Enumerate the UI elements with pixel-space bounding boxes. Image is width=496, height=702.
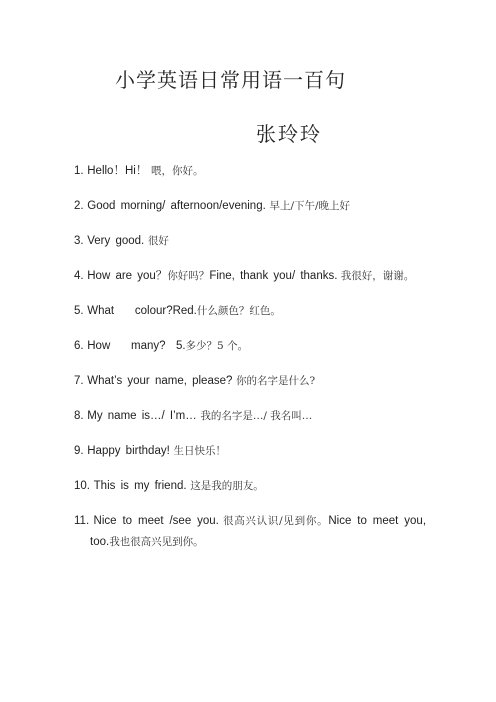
item-number: 11. bbox=[74, 515, 90, 527]
item-english: Nice to meet /see you. bbox=[93, 515, 219, 527]
document-author: 张玲玲 bbox=[256, 122, 322, 146]
item-chinese: 你好吗？ bbox=[167, 270, 210, 282]
list-item bbox=[74, 370, 426, 391]
item-english: Happy birthday! bbox=[87, 445, 170, 457]
list-item bbox=[74, 195, 426, 216]
list-item bbox=[74, 475, 426, 496]
item-english: What colour?Red. bbox=[87, 305, 197, 317]
item-number: 6. bbox=[74, 340, 84, 352]
item-chinese: 很好 bbox=[147, 235, 169, 247]
item-chinese: 这是我的朋友。 bbox=[190, 480, 264, 492]
item-chinese: 什么颜色？红色。 bbox=[196, 305, 281, 317]
item-chinese: 你的名字是什么? bbox=[236, 375, 316, 387]
phrase-list bbox=[74, 160, 426, 566]
item-number: 7. bbox=[74, 375, 84, 387]
item-chinese-reply: 我很好，谢谢。 bbox=[337, 270, 415, 282]
item-number: 1. bbox=[74, 165, 84, 177]
document-title: 小学英语日常用语一百句 bbox=[115, 68, 346, 92]
item-number: 8. bbox=[74, 410, 84, 422]
item-number: 9. bbox=[74, 445, 84, 457]
list-item bbox=[74, 335, 426, 356]
item-english-reply: Fine, thank you/ thanks. bbox=[209, 270, 338, 282]
list-item bbox=[74, 230, 426, 251]
list-item bbox=[74, 160, 426, 181]
list-item bbox=[74, 265, 426, 286]
item-chinese: 我的名字是…/ 我名叫… bbox=[200, 410, 313, 422]
list-item bbox=[74, 300, 426, 321]
item-chinese: 生日快乐！ bbox=[173, 445, 226, 457]
item-chinese-reply: 我也很高兴见到你。 bbox=[109, 536, 204, 548]
item-chinese: 多少？5 个。 bbox=[185, 340, 249, 352]
item-english: My name is…/ I’m… bbox=[87, 410, 197, 422]
item-english: How are you？ bbox=[87, 270, 168, 282]
item-chinese: 早上/下午/晚上好 bbox=[269, 200, 351, 212]
list-item bbox=[74, 510, 426, 552]
list-item bbox=[74, 440, 426, 461]
item-number: 10. bbox=[74, 480, 90, 492]
item-english: This is my friend. bbox=[93, 480, 187, 492]
item-number: 3. bbox=[74, 235, 84, 247]
item-english-reply: Nice to meet you, too. bbox=[90, 515, 427, 548]
item-number: 5. bbox=[74, 305, 84, 317]
item-chinese: 很高兴认识/见到你。 bbox=[218, 515, 329, 527]
item-number: 4. bbox=[74, 270, 84, 282]
item-english: Hello！Hi！ bbox=[87, 165, 148, 177]
item-chinese: 喂，你好。 bbox=[150, 165, 204, 177]
item-english: How many? 5. bbox=[87, 340, 186, 352]
item-english: Good morning/ afternoon/evening. bbox=[87, 200, 266, 212]
item-english: Very good. bbox=[87, 235, 145, 247]
item-english: What’s your name, please? bbox=[87, 375, 233, 387]
list-item bbox=[74, 405, 426, 426]
item-number: 2. bbox=[74, 200, 84, 212]
